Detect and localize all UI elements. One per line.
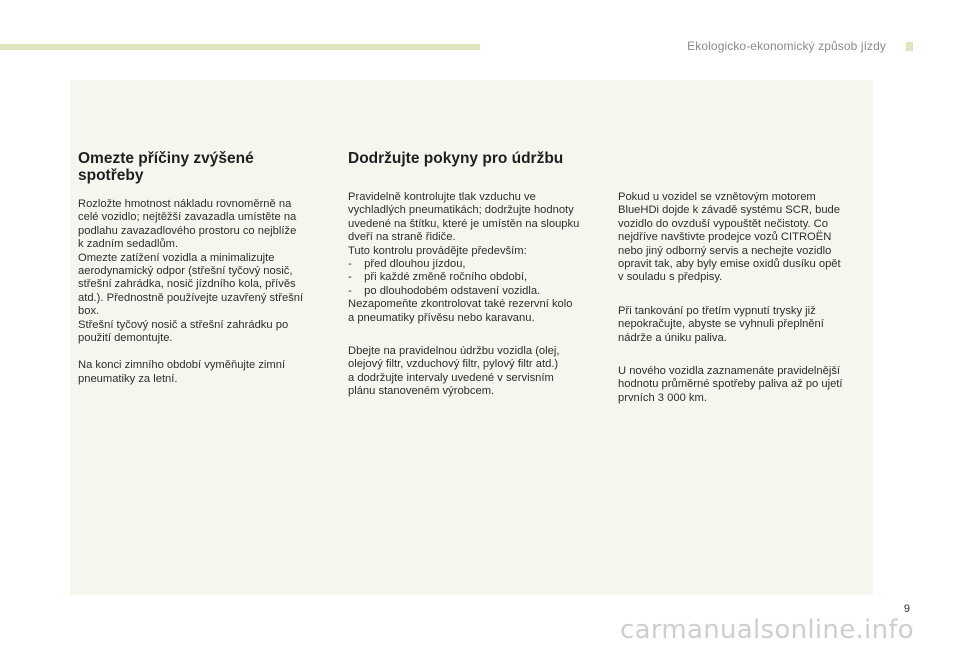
text-line: podlahu zavazadlového prostoru co nejblíže (78, 224, 297, 237)
paragraph-new-vehicle (618, 365, 863, 405)
chapter-title: Ekologicko-ekonomický způsob jízdy (687, 39, 886, 53)
text-line: aerodynamický odpor (střešní tyčový nosič, (78, 265, 293, 278)
section-heading-consumption: Omezte příčiny zvýšené spotřeby (78, 150, 254, 184)
text-line: Nezapomeňte zkontrolovat také rezervní kolo (348, 298, 573, 311)
text-line: olejový filtr, vzduchový filtr, pylový filtr atd.) (348, 358, 559, 371)
text-line: a dodržujte intervaly uvedené v servisním (348, 371, 554, 384)
section-heading-maintenance: Dodržujte pokyny pro údržbu (348, 150, 564, 167)
text-line: k zadním sedadlům. (78, 238, 179, 251)
text-line: opravit tak, aby byly emise oxidů dusíku opět (618, 258, 841, 271)
paragraph-refuel (618, 305, 863, 345)
header-accent-square (906, 42, 913, 51)
text-line: Pokud u vozidel se vznětovým motorem (618, 191, 816, 203)
text-line: a pneumatiky přívěsu nebo karavanu. (348, 311, 535, 324)
text-line: nebo jiný odborný servis a nechejte vozidlo (618, 244, 832, 257)
text-line: atd.). Přednostně používejte uzavřený střešní (78, 291, 304, 304)
text-line: Střešní tyčový nosič a střešní zahrádku po (78, 318, 289, 331)
text-line: nejdříve navštivte prodejce vozů CITROËN (618, 231, 832, 244)
page-number: 9 (903, 603, 910, 615)
text-line: Omezte zatížení vozidla a minimalizujte (78, 251, 275, 264)
paragraph-load (78, 198, 323, 345)
column-3 (618, 191, 863, 405)
text-line: v souladu s předpisy. (618, 271, 723, 284)
text-line: Pravidelně kontrolujte tlak vzduchu ve (348, 191, 536, 203)
text-line: Dbejte na pravidelnou údržbu vozidla (olej, (348, 345, 560, 358)
text-line: pneumatiky za letní. (78, 372, 178, 385)
text-line: prvních 3 000 km. (618, 391, 707, 404)
text-line: vozidlo do ovzduší vypouštět nečistoty. Co (618, 217, 828, 230)
text-line: Tuto kontrolu provádějte především: (348, 244, 527, 257)
content-panel (70, 80, 873, 595)
column-1 (78, 150, 323, 386)
text-line: vychladlých pneumatikách; dodržujte hodnoty (348, 204, 574, 217)
text-line: Rozložte hmotnost nákladu rovnoměrně na (78, 198, 292, 210)
text-line: plánu stanoveném výrobcem. (348, 385, 495, 398)
text-line: Při tankování po třetím vypnutí trysky již (618, 304, 816, 317)
paragraph-tyre-pressure (348, 191, 598, 325)
text-line: celé vozidlo; nejtěžší zavazadla umístěte na (78, 211, 297, 224)
paragraph-tyres (78, 359, 323, 386)
text-line: box. (78, 305, 100, 318)
text-line: - po dlouhodobém odstavení vozidla. (348, 284, 541, 297)
text-line: dveří na straně řidiče. (348, 231, 456, 244)
paragraph-scr (618, 191, 863, 285)
text-line: U nového vozidla zaznamenáte pravidelnější (618, 365, 841, 378)
watermark: carmanualsonline.info (620, 615, 915, 645)
text-line: nepokračujte, abyste se vyhnuli přeplnění (618, 318, 824, 331)
text-line: nádrže a úniku paliva. (618, 331, 727, 344)
text-line: uvedené na štítku, které je umístěn na sloupku (348, 217, 580, 230)
text-line: - před dlouhou jízdou, (348, 258, 466, 271)
text-line: hodnotu průměrné spotřeby paliva až po ujetí (618, 378, 843, 391)
text-line: použití demontujte. (78, 332, 173, 345)
text-line: střešní zahrádka, nosič jízdního kola, přívěs (78, 278, 296, 291)
column-2 (348, 150, 598, 399)
text-line: BlueHDi dojde k závadě systému SCR, bude (618, 204, 840, 217)
header-accent-bar (0, 44, 480, 50)
text-line: - při každé změně ročního období, (348, 271, 528, 284)
text-line: Na konci zimního období vyměňujte zimní (78, 359, 286, 372)
paragraph-service (348, 345, 598, 399)
